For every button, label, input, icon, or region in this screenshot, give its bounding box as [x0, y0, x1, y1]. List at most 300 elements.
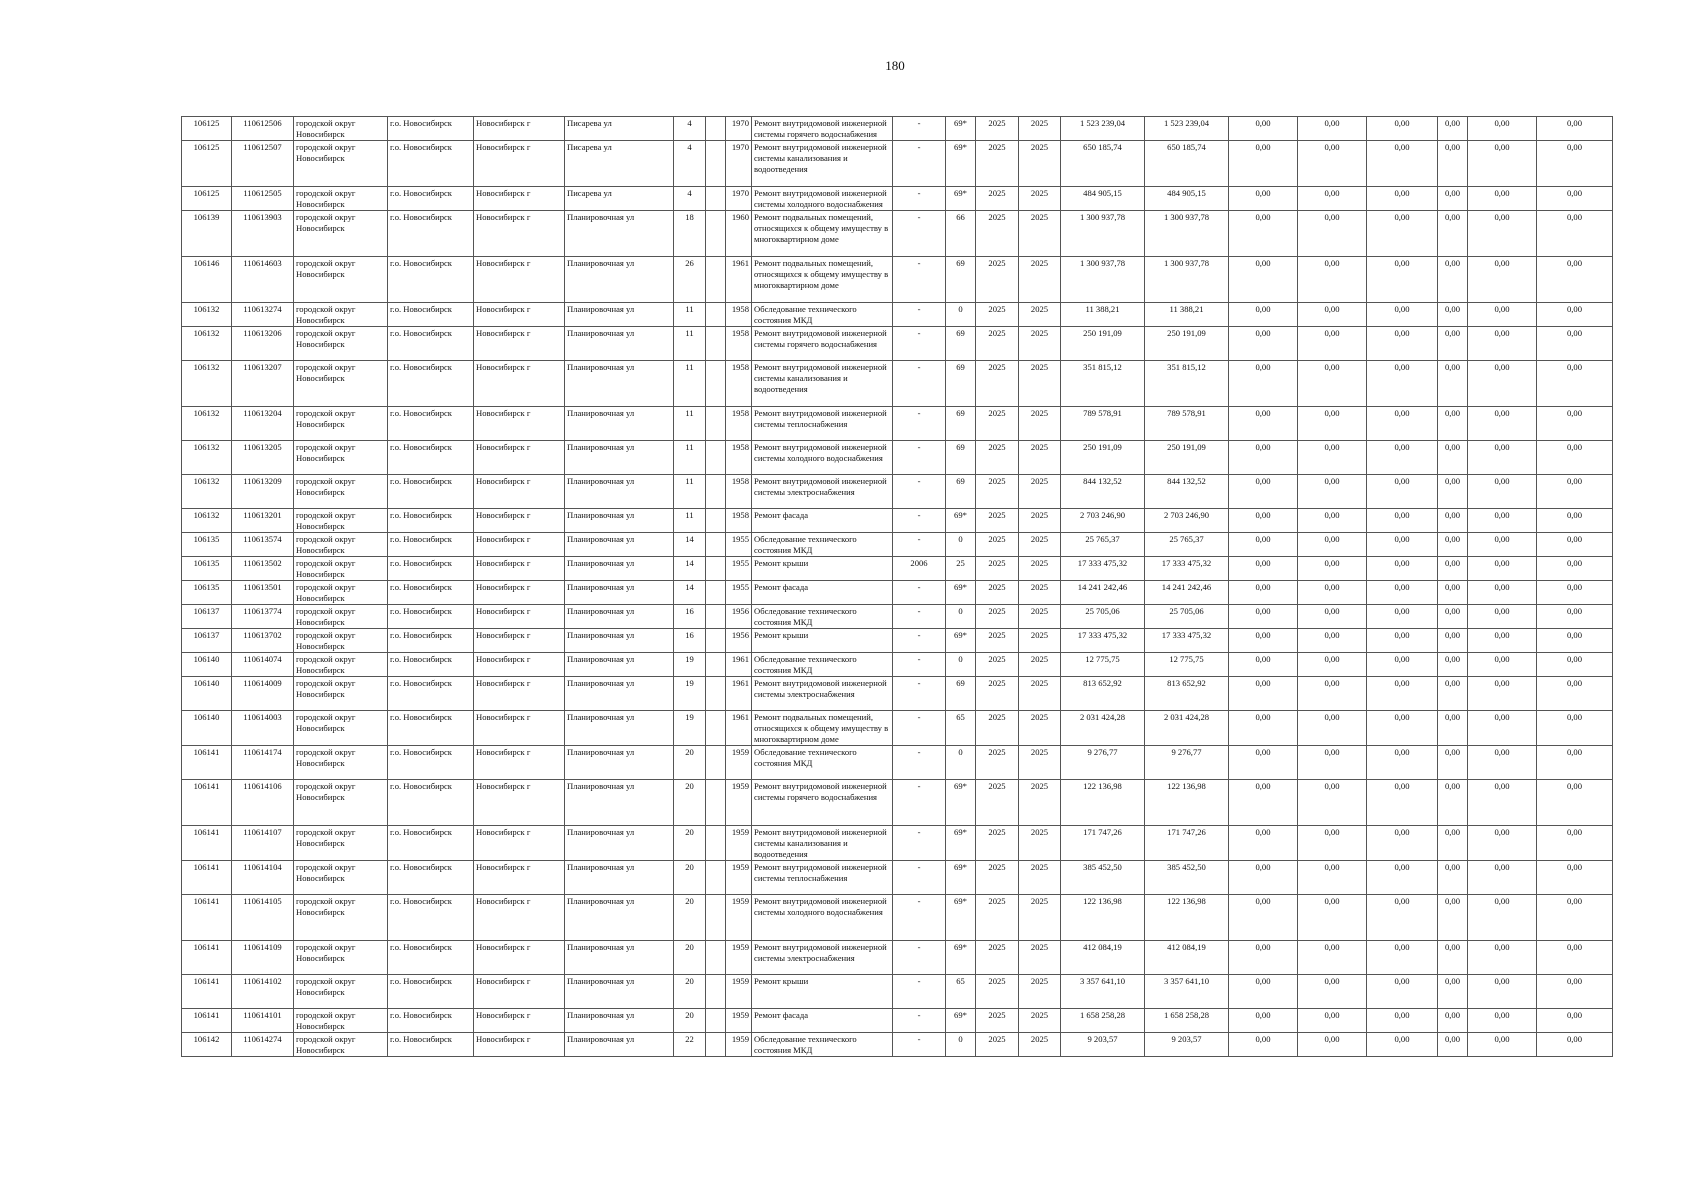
regional-cost-cell: 0,00: [1298, 509, 1367, 533]
owners-cost-cell: 0,00: [1438, 861, 1468, 895]
house-id-cell: 106125: [182, 141, 232, 187]
owners-cost-cell: 0,00: [1438, 187, 1468, 211]
work-type-cell: Ремонт внутридомовой инженерной системы холодного водоснабжения: [752, 187, 893, 211]
plan-year-end-cell: 2025: [1019, 557, 1061, 581]
build-year-cell: 1961: [726, 653, 752, 677]
plan-year-end-cell: 2025: [1019, 975, 1061, 1009]
extra-cost-cell: 0,00: [1537, 629, 1613, 653]
plan-year-start-cell: 2025: [976, 407, 1019, 441]
total-cost-cell: 1 658 258,28: [1061, 1009, 1145, 1033]
build-year-cell: 1958: [726, 303, 752, 327]
state-cost-cell: 0,00: [1229, 509, 1298, 533]
wear-percent-cell: 69: [946, 257, 976, 303]
housing-cell: [706, 975, 726, 1009]
build-year-cell: 1958: [726, 361, 752, 407]
municipality-cell: городской округ Новосибирск: [294, 1009, 388, 1033]
district-cell: г.о. Новосибирск: [388, 861, 474, 895]
state-cost-cell: 0,00: [1229, 711, 1298, 746]
table-row: [182, 509, 1613, 533]
owners-cost-cell: 0,00: [1438, 533, 1468, 557]
total-cost-cell: 813 652,92: [1061, 677, 1145, 711]
house-id-cell: 106140: [182, 677, 232, 711]
house-number-cell: 20: [674, 1009, 706, 1033]
extra-cost-cell: 0,00: [1537, 533, 1613, 557]
record-id-cell: 110614274: [232, 1033, 294, 1057]
state-cost-cell: 0,00: [1229, 475, 1298, 509]
district-cell: г.о. Новосибирск: [388, 746, 474, 780]
plan-year-end-cell: 2025: [1019, 653, 1061, 677]
capital-repair-table: [181, 116, 1613, 1057]
table-row: [182, 441, 1613, 475]
plan-year-start-cell: 2025: [976, 509, 1019, 533]
settlement-cell: Новосибирск г: [474, 780, 565, 826]
settlement-cell: Новосибирск г: [474, 1033, 565, 1057]
total-cost-cell: 650 185,74: [1061, 141, 1145, 187]
fund-cost-cell: 1 300 937,78: [1145, 211, 1229, 257]
wear-percent-cell: 69*: [946, 581, 976, 605]
wear-percent-cell: 66: [946, 211, 976, 257]
plan-year-start-cell: 2025: [976, 1009, 1019, 1033]
housing-cell: [706, 581, 726, 605]
street-cell: Планировочная ул: [565, 653, 674, 677]
table-body: [182, 117, 1613, 1057]
owners-cost-cell: 0,00: [1438, 711, 1468, 746]
state-cost-cell: 0,00: [1229, 141, 1298, 187]
street-cell: Планировочная ул: [565, 1009, 674, 1033]
settlement-cell: Новосибирск г: [474, 711, 565, 746]
plan-year-end-cell: 2025: [1019, 361, 1061, 407]
fund-cost-cell: 17 333 475,32: [1145, 629, 1229, 653]
house-id-cell: 106132: [182, 303, 232, 327]
house-number-cell: 11: [674, 475, 706, 509]
local-cost-cell: 0,00: [1367, 941, 1438, 975]
district-cell: г.о. Новосибирск: [388, 677, 474, 711]
housing-cell: [706, 746, 726, 780]
local-cost-cell: 0,00: [1367, 1033, 1438, 1057]
settlement-cell: Новосибирск г: [474, 975, 565, 1009]
state-cost-cell: 0,00: [1229, 407, 1298, 441]
other-cost-cell: 0,00: [1468, 327, 1537, 361]
work-type-cell: Ремонт внутридомовой инженерной системы горячего водоснабжения: [752, 780, 893, 826]
state-cost-cell: 0,00: [1229, 117, 1298, 141]
last-repair-year-cell: -: [893, 117, 946, 141]
housing-cell: [706, 187, 726, 211]
house-number-cell: 22: [674, 1033, 706, 1057]
settlement-cell: Новосибирск г: [474, 509, 565, 533]
plan-year-start-cell: 2025: [976, 826, 1019, 861]
last-repair-year-cell: -: [893, 581, 946, 605]
plan-year-end-cell: 2025: [1019, 629, 1061, 653]
street-cell: Планировочная ул: [565, 509, 674, 533]
house-id-cell: 106142: [182, 1033, 232, 1057]
total-cost-cell: 9 276,77: [1061, 746, 1145, 780]
fund-cost-cell: 11 388,21: [1145, 303, 1229, 327]
regional-cost-cell: 0,00: [1298, 581, 1367, 605]
local-cost-cell: 0,00: [1367, 117, 1438, 141]
regional-cost-cell: 0,00: [1298, 941, 1367, 975]
street-cell: Планировочная ул: [565, 711, 674, 746]
total-cost-cell: 385 452,50: [1061, 861, 1145, 895]
house-number-cell: 14: [674, 557, 706, 581]
total-cost-cell: 250 191,09: [1061, 327, 1145, 361]
house-id-cell: 106132: [182, 441, 232, 475]
other-cost-cell: 0,00: [1468, 117, 1537, 141]
state-cost-cell: 0,00: [1229, 826, 1298, 861]
extra-cost-cell: 0,00: [1537, 780, 1613, 826]
work-type-cell: Ремонт внутридомовой инженерной системы горячего водоснабжения: [752, 117, 893, 141]
housing-cell: [706, 557, 726, 581]
state-cost-cell: 0,00: [1229, 187, 1298, 211]
house-id-cell: 106125: [182, 117, 232, 141]
house-id-cell: 106146: [182, 257, 232, 303]
owners-cost-cell: 0,00: [1438, 826, 1468, 861]
extra-cost-cell: 0,00: [1537, 441, 1613, 475]
housing-cell: [706, 711, 726, 746]
plan-year-end-cell: 2025: [1019, 533, 1061, 557]
plan-year-end-cell: 2025: [1019, 711, 1061, 746]
wear-percent-cell: 0: [946, 605, 976, 629]
work-type-cell: Ремонт крыши: [752, 557, 893, 581]
last-repair-year-cell: -: [893, 211, 946, 257]
last-repair-year-cell: -: [893, 1033, 946, 1057]
build-year-cell: 1961: [726, 677, 752, 711]
settlement-cell: Новосибирск г: [474, 327, 565, 361]
house-id-cell: 106141: [182, 1009, 232, 1033]
house-number-cell: 16: [674, 629, 706, 653]
build-year-cell: 1955: [726, 533, 752, 557]
extra-cost-cell: 0,00: [1537, 407, 1613, 441]
district-cell: г.о. Новосибирск: [388, 141, 474, 187]
work-type-cell: Ремонт внутридомовой инженерной системы теплоснабжения: [752, 861, 893, 895]
municipality-cell: городской округ Новосибирск: [294, 581, 388, 605]
other-cost-cell: 0,00: [1468, 653, 1537, 677]
state-cost-cell: 0,00: [1229, 605, 1298, 629]
build-year-cell: 1959: [726, 975, 752, 1009]
build-year-cell: 1960: [726, 211, 752, 257]
last-repair-year-cell: -: [893, 780, 946, 826]
plan-year-end-cell: 2025: [1019, 441, 1061, 475]
extra-cost-cell: 0,00: [1537, 557, 1613, 581]
build-year-cell: 1961: [726, 711, 752, 746]
municipality-cell: городской округ Новосибирск: [294, 861, 388, 895]
record-id-cell: 110612506: [232, 117, 294, 141]
housing-cell: [706, 407, 726, 441]
last-repair-year-cell: -: [893, 303, 946, 327]
last-repair-year-cell: -: [893, 361, 946, 407]
housing-cell: [706, 1009, 726, 1033]
municipality-cell: городской округ Новосибирск: [294, 826, 388, 861]
house-id-cell: 106141: [182, 975, 232, 1009]
house-number-cell: 11: [674, 327, 706, 361]
municipality-cell: городской округ Новосибирск: [294, 677, 388, 711]
municipality-cell: городской округ Новосибирск: [294, 441, 388, 475]
total-cost-cell: 25 705,06: [1061, 605, 1145, 629]
regional-cost-cell: 0,00: [1298, 826, 1367, 861]
housing-cell: [706, 1033, 726, 1057]
wear-percent-cell: 65: [946, 975, 976, 1009]
local-cost-cell: 0,00: [1367, 509, 1438, 533]
state-cost-cell: 0,00: [1229, 746, 1298, 780]
last-repair-year-cell: -: [893, 629, 946, 653]
local-cost-cell: 0,00: [1367, 711, 1438, 746]
plan-year-start-cell: 2025: [976, 975, 1019, 1009]
other-cost-cell: 0,00: [1468, 581, 1537, 605]
local-cost-cell: 0,00: [1367, 303, 1438, 327]
settlement-cell: Новосибирск г: [474, 533, 565, 557]
local-cost-cell: 0,00: [1367, 677, 1438, 711]
street-cell: Планировочная ул: [565, 861, 674, 895]
house-number-cell: 20: [674, 746, 706, 780]
housing-cell: [706, 677, 726, 711]
extra-cost-cell: 0,00: [1537, 327, 1613, 361]
plan-year-start-cell: 2025: [976, 303, 1019, 327]
table-row: [182, 629, 1613, 653]
total-cost-cell: 14 241 242,46: [1061, 581, 1145, 605]
work-type-cell: Ремонт подвальных помещений, относящихся к общему имуществу в многоквартирном доме: [752, 211, 893, 257]
other-cost-cell: 0,00: [1468, 975, 1537, 1009]
last-repair-year-cell: -: [893, 509, 946, 533]
state-cost-cell: 0,00: [1229, 303, 1298, 327]
plan-year-start-cell: 2025: [976, 211, 1019, 257]
total-cost-cell: 3 357 641,10: [1061, 975, 1145, 1009]
settlement-cell: Новосибирск г: [474, 605, 565, 629]
table-row: [182, 1009, 1613, 1033]
fund-cost-cell: 1 300 937,78: [1145, 257, 1229, 303]
plan-year-start-cell: 2025: [976, 677, 1019, 711]
local-cost-cell: 0,00: [1367, 780, 1438, 826]
other-cost-cell: 0,00: [1468, 141, 1537, 187]
other-cost-cell: 0,00: [1468, 475, 1537, 509]
owners-cost-cell: 0,00: [1438, 1033, 1468, 1057]
plan-year-start-cell: 2025: [976, 475, 1019, 509]
street-cell: Планировочная ул: [565, 975, 674, 1009]
housing-cell: [706, 475, 726, 509]
regional-cost-cell: 0,00: [1298, 211, 1367, 257]
other-cost-cell: 0,00: [1468, 211, 1537, 257]
municipality-cell: городской округ Новосибирск: [294, 475, 388, 509]
plan-year-start-cell: 2025: [976, 141, 1019, 187]
table-row: [182, 361, 1613, 407]
regional-cost-cell: 0,00: [1298, 407, 1367, 441]
house-id-cell: 106141: [182, 826, 232, 861]
street-cell: Планировочная ул: [565, 1033, 674, 1057]
settlement-cell: Новосибирск г: [474, 303, 565, 327]
street-cell: Планировочная ул: [565, 533, 674, 557]
extra-cost-cell: 0,00: [1537, 677, 1613, 711]
regional-cost-cell: 0,00: [1298, 475, 1367, 509]
regional-cost-cell: 0,00: [1298, 677, 1367, 711]
street-cell: Планировочная ул: [565, 475, 674, 509]
other-cost-cell: 0,00: [1468, 441, 1537, 475]
table-row: [182, 826, 1613, 861]
local-cost-cell: 0,00: [1367, 327, 1438, 361]
local-cost-cell: 0,00: [1367, 533, 1438, 557]
total-cost-cell: 412 084,19: [1061, 941, 1145, 975]
fund-cost-cell: 650 185,74: [1145, 141, 1229, 187]
house-number-cell: 20: [674, 941, 706, 975]
street-cell: Планировочная ул: [565, 826, 674, 861]
plan-year-end-cell: 2025: [1019, 895, 1061, 941]
other-cost-cell: 0,00: [1468, 557, 1537, 581]
owners-cost-cell: 0,00: [1438, 117, 1468, 141]
record-id-cell: 110612507: [232, 141, 294, 187]
house-id-cell: 106135: [182, 557, 232, 581]
owners-cost-cell: 0,00: [1438, 327, 1468, 361]
settlement-cell: Новосибирск г: [474, 895, 565, 941]
record-id-cell: 110613702: [232, 629, 294, 653]
municipality-cell: городской округ Новосибирск: [294, 605, 388, 629]
fund-cost-cell: 484 905,15: [1145, 187, 1229, 211]
wear-percent-cell: 69: [946, 677, 976, 711]
record-id-cell: 110614104: [232, 861, 294, 895]
plan-year-end-cell: 2025: [1019, 746, 1061, 780]
housing-cell: [706, 629, 726, 653]
street-cell: Планировочная ул: [565, 211, 674, 257]
house-id-cell: 106135: [182, 533, 232, 557]
housing-cell: [706, 941, 726, 975]
other-cost-cell: 0,00: [1468, 1033, 1537, 1057]
wear-percent-cell: 69: [946, 407, 976, 441]
district-cell: г.о. Новосибирск: [388, 605, 474, 629]
other-cost-cell: 0,00: [1468, 629, 1537, 653]
settlement-cell: Новосибирск г: [474, 475, 565, 509]
house-id-cell: 106141: [182, 895, 232, 941]
plan-year-end-cell: 2025: [1019, 327, 1061, 361]
wear-percent-cell: 69: [946, 475, 976, 509]
wear-percent-cell: 0: [946, 653, 976, 677]
owners-cost-cell: 0,00: [1438, 941, 1468, 975]
district-cell: г.о. Новосибирск: [388, 211, 474, 257]
work-type-cell: Ремонт крыши: [752, 975, 893, 1009]
local-cost-cell: 0,00: [1367, 1009, 1438, 1033]
total-cost-cell: 2 031 424,28: [1061, 711, 1145, 746]
record-id-cell: 110614174: [232, 746, 294, 780]
extra-cost-cell: 0,00: [1537, 975, 1613, 1009]
settlement-cell: Новосибирск г: [474, 581, 565, 605]
record-id-cell: 110614105: [232, 895, 294, 941]
record-id-cell: 110613204: [232, 407, 294, 441]
build-year-cell: 1959: [726, 746, 752, 780]
owners-cost-cell: 0,00: [1438, 677, 1468, 711]
regional-cost-cell: 0,00: [1298, 141, 1367, 187]
municipality-cell: городской округ Новосибирск: [294, 141, 388, 187]
district-cell: г.о. Новосибирск: [388, 117, 474, 141]
work-type-cell: Ремонт внутридомовой инженерной системы теплоснабжения: [752, 407, 893, 441]
wear-percent-cell: 69*: [946, 141, 976, 187]
plan-year-start-cell: 2025: [976, 861, 1019, 895]
local-cost-cell: 0,00: [1367, 895, 1438, 941]
local-cost-cell: 0,00: [1367, 257, 1438, 303]
plan-year-end-cell: 2025: [1019, 581, 1061, 605]
plan-year-start-cell: 2025: [976, 581, 1019, 605]
municipality-cell: городской округ Новосибирск: [294, 653, 388, 677]
extra-cost-cell: 0,00: [1537, 605, 1613, 629]
wear-percent-cell: 69*: [946, 187, 976, 211]
housing-cell: [706, 303, 726, 327]
owners-cost-cell: 0,00: [1438, 441, 1468, 475]
last-repair-year-cell: -: [893, 533, 946, 557]
work-type-cell: Ремонт фасада: [752, 581, 893, 605]
extra-cost-cell: 0,00: [1537, 475, 1613, 509]
extra-cost-cell: 0,00: [1537, 711, 1613, 746]
regional-cost-cell: 0,00: [1298, 557, 1367, 581]
local-cost-cell: 0,00: [1367, 826, 1438, 861]
local-cost-cell: 0,00: [1367, 361, 1438, 407]
other-cost-cell: 0,00: [1468, 861, 1537, 895]
house-number-cell: 19: [674, 653, 706, 677]
plan-year-start-cell: 2025: [976, 361, 1019, 407]
house-number-cell: 11: [674, 407, 706, 441]
total-cost-cell: 2 703 246,90: [1061, 509, 1145, 533]
work-type-cell: Ремонт подвальных помещений, относящихся к общему имуществу в многоквартирном доме: [752, 257, 893, 303]
plan-year-end-cell: 2025: [1019, 475, 1061, 509]
settlement-cell: Новосибирск г: [474, 629, 565, 653]
fund-cost-cell: 1 658 258,28: [1145, 1009, 1229, 1033]
state-cost-cell: 0,00: [1229, 1033, 1298, 1057]
last-repair-year-cell: -: [893, 141, 946, 187]
table-row: [182, 605, 1613, 629]
district-cell: г.о. Новосибирск: [388, 475, 474, 509]
municipality-cell: городской округ Новосибирск: [294, 629, 388, 653]
wear-percent-cell: 69*: [946, 941, 976, 975]
build-year-cell: 1959: [726, 941, 752, 975]
house-id-cell: 106139: [182, 211, 232, 257]
plan-year-end-cell: 2025: [1019, 117, 1061, 141]
street-cell: Планировочная ул: [565, 629, 674, 653]
plan-year-start-cell: 2025: [976, 605, 1019, 629]
plan-year-end-cell: 2025: [1019, 303, 1061, 327]
record-id-cell: 110614107: [232, 826, 294, 861]
fund-cost-cell: 9 203,57: [1145, 1033, 1229, 1057]
housing-cell: [706, 361, 726, 407]
housing-cell: [706, 605, 726, 629]
total-cost-cell: 9 203,57: [1061, 1033, 1145, 1057]
fund-cost-cell: 250 191,09: [1145, 327, 1229, 361]
other-cost-cell: 0,00: [1468, 407, 1537, 441]
regional-cost-cell: 0,00: [1298, 257, 1367, 303]
state-cost-cell: 0,00: [1229, 1009, 1298, 1033]
other-cost-cell: 0,00: [1468, 746, 1537, 780]
record-id-cell: 110614102: [232, 975, 294, 1009]
work-type-cell: Ремонт внутридомовой инженерной системы электроснабжения: [752, 941, 893, 975]
work-type-cell: Обследование технического состояния МКД: [752, 1033, 893, 1057]
street-cell: Планировочная ул: [565, 441, 674, 475]
fund-cost-cell: 2 031 424,28: [1145, 711, 1229, 746]
plan-year-end-cell: 2025: [1019, 861, 1061, 895]
fund-cost-cell: 1 523 239,04: [1145, 117, 1229, 141]
total-cost-cell: 250 191,09: [1061, 441, 1145, 475]
district-cell: г.о. Новосибирск: [388, 941, 474, 975]
fund-cost-cell: 789 578,91: [1145, 407, 1229, 441]
record-id-cell: 110614106: [232, 780, 294, 826]
district-cell: г.о. Новосибирск: [388, 361, 474, 407]
total-cost-cell: 25 765,37: [1061, 533, 1145, 557]
total-cost-cell: 1 300 937,78: [1061, 211, 1145, 257]
extra-cost-cell: 0,00: [1537, 746, 1613, 780]
street-cell: Планировочная ул: [565, 941, 674, 975]
total-cost-cell: 12 775,75: [1061, 653, 1145, 677]
build-year-cell: 1959: [726, 1033, 752, 1057]
street-cell: Писарева ул: [565, 117, 674, 141]
settlement-cell: Новосибирск г: [474, 861, 565, 895]
other-cost-cell: 0,00: [1468, 677, 1537, 711]
regional-cost-cell: 0,00: [1298, 441, 1367, 475]
record-id-cell: 110613207: [232, 361, 294, 407]
state-cost-cell: 0,00: [1229, 211, 1298, 257]
settlement-cell: Новосибирск г: [474, 117, 565, 141]
work-type-cell: Обследование технического состояния МКД: [752, 746, 893, 780]
other-cost-cell: 0,00: [1468, 711, 1537, 746]
